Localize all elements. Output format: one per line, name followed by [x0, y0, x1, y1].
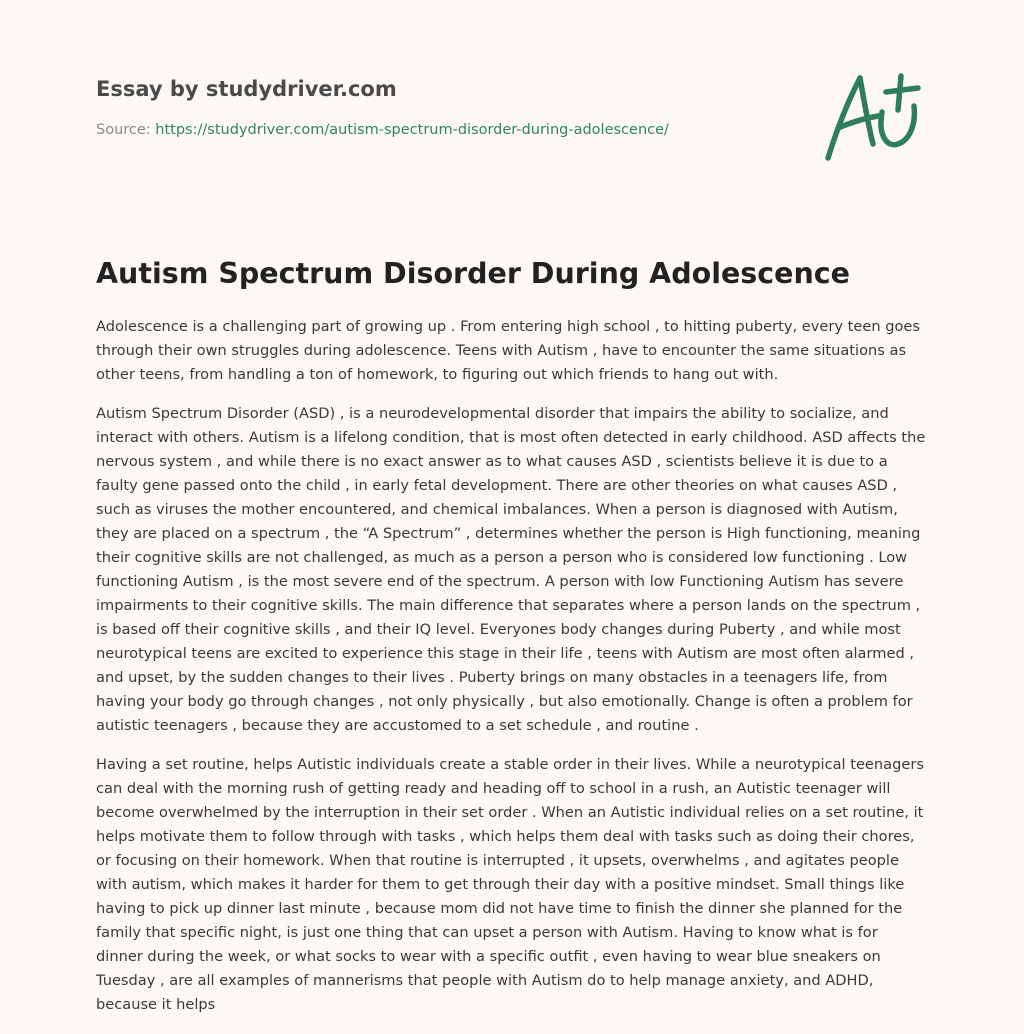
site-header	[96, 74, 796, 140]
source-link[interactable]: https://studydriver.com/autism-spectrum-disorder-during-adolescence/	[155, 122, 669, 138]
source-line	[96, 120, 796, 140]
brand-title: Essay by studydriver.com	[96, 77, 397, 101]
essay-body	[96, 315, 928, 1032]
paragraph: Autism Spectrum Disorder (ASD) , is a neurodevelopmental disorder that impairs the ability to socialize, and interact with others. Autism is a lifelong condition, that is most often detected in early childhood. ASD affects the nervous system , and while there is no exact answer as to what causes ASD , scientists believe it is due to a faulty gene passed onto the child , in early fetal development. There are other theories on what causes ASD , such as viruses the mother encountered, and chemical imbalances. When a person is diagnosed with Autism, they are placed on a spectrum , the “A Spectrum” , determines whether the person is High functioning, meaning their cognitive skills are not challenged, as much as a person a person who is considered low functioning . Low functioning Autism , is the most severe end of the spectrum. A person with low Functioning Autism has severe impairments to their cognitive skills. The main difference that separates where a person lands on the spectrum , is based off their cognitive skills , and their IQ level. Everyones body changes during Puberty , and while most neurotypical teens are excited to experience this stage in their life , teens with Autism are most often alarmed , and upset, by the sudden changes to their lives . Puberty brings on many obstacles in a teenagers life, from having your body go through changes , not only physically , but also emotionally. Change is often a problem for autistic teenagers , because they are accustomed to a set schedule , and routine .	[96, 405, 926, 734]
paragraph: Having a set routine, helps Autistic individuals create a stable order in their lives. While a neurotypical teenagers can deal with the morning rush of getting ready and heading off to school in a rush, an Autistic teenager will become overwhelmed by the interruption in their set order . When an Autistic individual relies on a set routine, it helps motivate them to follow through with tasks , which helps them deal with tasks such as doing their chores, or focusing on their homework. When that routine is interrupted , it upsets, overwhelms , and agitates people with autism, which makes it harder for them to get through their day with a positive mindset. Small things like having to pick up dinner last minute , because mom did not have time to finish the dinner she planned for the family that specific night, is just one thing that can upset a person with Autism. Having to know what is for dinner during the week, or what socks to wear with a specific outfit , even having to wear blue sneakers on Tuesday , are all examples of mannerisms that people with Autism do to help manage anxiety, and ADHD, because it helps	[96, 756, 924, 1013]
source-label: Source:	[96, 122, 151, 138]
paragraph: Adolescence is a challenging part of growing up . From entering high school , to hitting puberty, every teen goes through their own struggles during adolescence. Teens with Autism , have to encounter the same situations as other teens, from handling a ton of homework, to figuring out which friends to hang out with.	[96, 318, 921, 383]
a-plus-logo-icon	[818, 66, 930, 168]
essay-title: Autism Spectrum Disorder During Adolescence	[96, 257, 851, 290]
